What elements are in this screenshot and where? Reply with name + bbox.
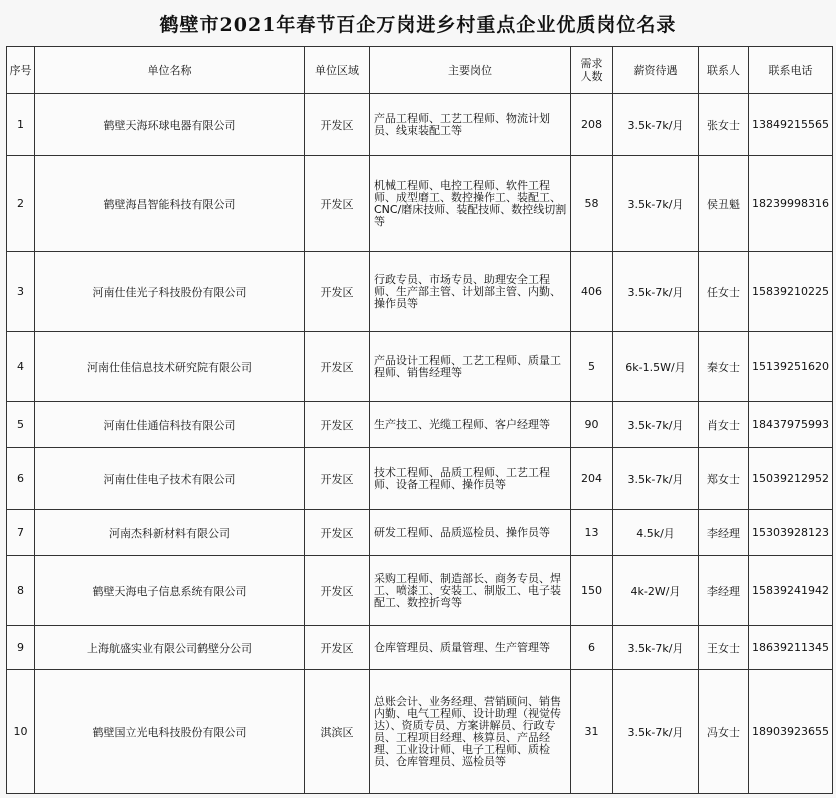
table-row (7, 448, 833, 510)
cell-demand: 58 (571, 156, 613, 252)
cell-salary: 3.5k-7k/月 (613, 448, 699, 510)
cell-seq: 1 (7, 94, 35, 156)
cell-phone: 18903923655 (749, 670, 833, 794)
cell-seq: 9 (7, 626, 35, 670)
table-row (7, 156, 833, 252)
cell-positions: 总账会计、业务经理、营销顾问、销售内勤、电气工程师、设计助理（视觉传达）、资质专员、方案讲解员、行政专员、工程项目经理、核算员、产品经理、工业设计师、电子工程师、质检员、仓库管理员、巡检员等 (370, 670, 571, 794)
cell-company: 河南仕佳通信科技有限公司 (35, 402, 305, 448)
cell-company: 鹤壁天海电子信息系统有限公司 (35, 556, 305, 626)
cell-region: 开发区 (305, 510, 370, 556)
table-row (7, 670, 833, 794)
header-positions: 主要岗位 (370, 47, 571, 94)
cell-contact: 张女士 (699, 94, 749, 156)
cell-seq: 10 (7, 670, 35, 794)
header-salary: 薪资待遇 (613, 47, 699, 94)
table-row (7, 626, 833, 670)
cell-company: 鹤壁国立光电科技股份有限公司 (35, 670, 305, 794)
cell-phone: 15039212952 (749, 448, 833, 510)
cell-positions: 行政专员、市场专员、助理安全工程师、生产部主管、计划部主管、内勤、操作员等 (370, 252, 571, 332)
header-row (7, 47, 833, 94)
cell-contact: 冯女士 (699, 670, 749, 794)
cell-salary: 4k-2W/月 (613, 556, 699, 626)
cell-seq: 5 (7, 402, 35, 448)
cell-phone: 18639211345 (749, 626, 833, 670)
cell-seq: 8 (7, 556, 35, 626)
header-seq: 序号 (7, 47, 35, 94)
table-row (7, 252, 833, 332)
cell-region: 开发区 (305, 626, 370, 670)
cell-demand: 90 (571, 402, 613, 448)
cell-company: 河南杰科新材料有限公司 (35, 510, 305, 556)
cell-salary: 6k-1.5W/月 (613, 332, 699, 402)
cell-company: 河南仕佳电子技术有限公司 (35, 448, 305, 510)
cell-demand: 150 (571, 556, 613, 626)
page-title: 鹤壁市2021年春节百企万岗进乡村重点企业优质岗位名录 (159, 13, 677, 36)
header-demand: 需求人数 (571, 47, 613, 94)
cell-region: 开发区 (305, 332, 370, 402)
cell-seq: 3 (7, 252, 35, 332)
cell-region: 开发区 (305, 156, 370, 252)
cell-company: 河南仕佳信息技术研究院有限公司 (35, 332, 305, 402)
cell-salary: 4.5k/月 (613, 510, 699, 556)
cell-region: 开发区 (305, 556, 370, 626)
header-phone: 联系电话 (749, 47, 833, 94)
cell-seq: 2 (7, 156, 35, 252)
cell-contact: 秦女士 (699, 332, 749, 402)
job-table (6, 46, 833, 794)
table-row (7, 402, 833, 448)
cell-demand: 204 (571, 448, 613, 510)
cell-demand: 6 (571, 626, 613, 670)
cell-positions: 产品工程师、工艺工程师、物流计划员、线束装配工等 (370, 94, 571, 156)
header-company: 单位名称 (35, 47, 305, 94)
cell-phone: 15303928123 (749, 510, 833, 556)
cell-contact: 肖女士 (699, 402, 749, 448)
table-row (7, 510, 833, 556)
cell-company: 上海航盛实业有限公司鹤壁分公司 (35, 626, 305, 670)
cell-seq: 7 (7, 510, 35, 556)
cell-contact: 李经理 (699, 510, 749, 556)
cell-salary: 3.5k-7k/月 (613, 252, 699, 332)
cell-salary: 3.5k-7k/月 (613, 94, 699, 156)
cell-region: 开发区 (305, 402, 370, 448)
cell-positions: 生产技工、光缆工程师、客户经理等 (370, 402, 571, 448)
cell-positions: 产品设计工程师、工艺工程师、质量工程师、销售经理等 (370, 332, 571, 402)
table-row (7, 332, 833, 402)
table-row (7, 94, 833, 156)
cell-positions: 技术工程师、品质工程师、工艺工程师、设备工程师、操作员等 (370, 448, 571, 510)
cell-phone: 15839210225 (749, 252, 833, 332)
table-row (7, 556, 833, 626)
cell-company: 河南仕佳光子科技股份有限公司 (35, 252, 305, 332)
cell-phone: 13849215565 (749, 94, 833, 156)
cell-region: 开发区 (305, 94, 370, 156)
header-region: 单位区域 (305, 47, 370, 94)
cell-contact: 王女士 (699, 626, 749, 670)
cell-demand: 406 (571, 252, 613, 332)
cell-region: 开发区 (305, 252, 370, 332)
cell-demand: 5 (571, 332, 613, 402)
cell-phone: 15139251620 (749, 332, 833, 402)
cell-phone: 15839241942 (749, 556, 833, 626)
cell-demand: 31 (571, 670, 613, 794)
cell-positions: 研发工程师、品质巡检员、操作员等 (370, 510, 571, 556)
cell-seq: 6 (7, 448, 35, 510)
cell-seq: 4 (7, 332, 35, 402)
cell-positions: 机械工程师、电控工程师、软件工程师、成型磨工、数控操作工、装配工、CNC/磨床技师、装配技师、数控线切割等 (370, 156, 571, 252)
cell-salary: 3.5k-7k/月 (613, 626, 699, 670)
cell-salary: 3.5k-7k/月 (613, 156, 699, 252)
cell-company: 鹤壁海昌智能科技有限公司 (35, 156, 305, 252)
cell-contact: 侯丑魁 (699, 156, 749, 252)
cell-phone: 18239998316 (749, 156, 833, 252)
cell-demand: 208 (571, 94, 613, 156)
cell-demand: 13 (571, 510, 613, 556)
cell-contact: 任女士 (699, 252, 749, 332)
cell-positions: 采购工程师、制造部长、商务专员、焊工、喷漆工、安装工、制版工、电子装配工、数控折弯等 (370, 556, 571, 626)
cell-phone: 18437975993 (749, 402, 833, 448)
cell-salary: 3.5k-7k/月 (613, 402, 699, 448)
cell-region: 淇滨区 (305, 670, 370, 794)
header-contact: 联系人 (699, 47, 749, 94)
cell-contact: 郑女士 (699, 448, 749, 510)
cell-region: 开发区 (305, 448, 370, 510)
cell-positions: 仓库管理员、质量管理、生产管理等 (370, 626, 571, 670)
cell-contact: 李经理 (699, 556, 749, 626)
cell-salary: 3.5k-7k/月 (613, 670, 699, 794)
cell-company: 鹤壁天海环球电器有限公司 (35, 94, 305, 156)
